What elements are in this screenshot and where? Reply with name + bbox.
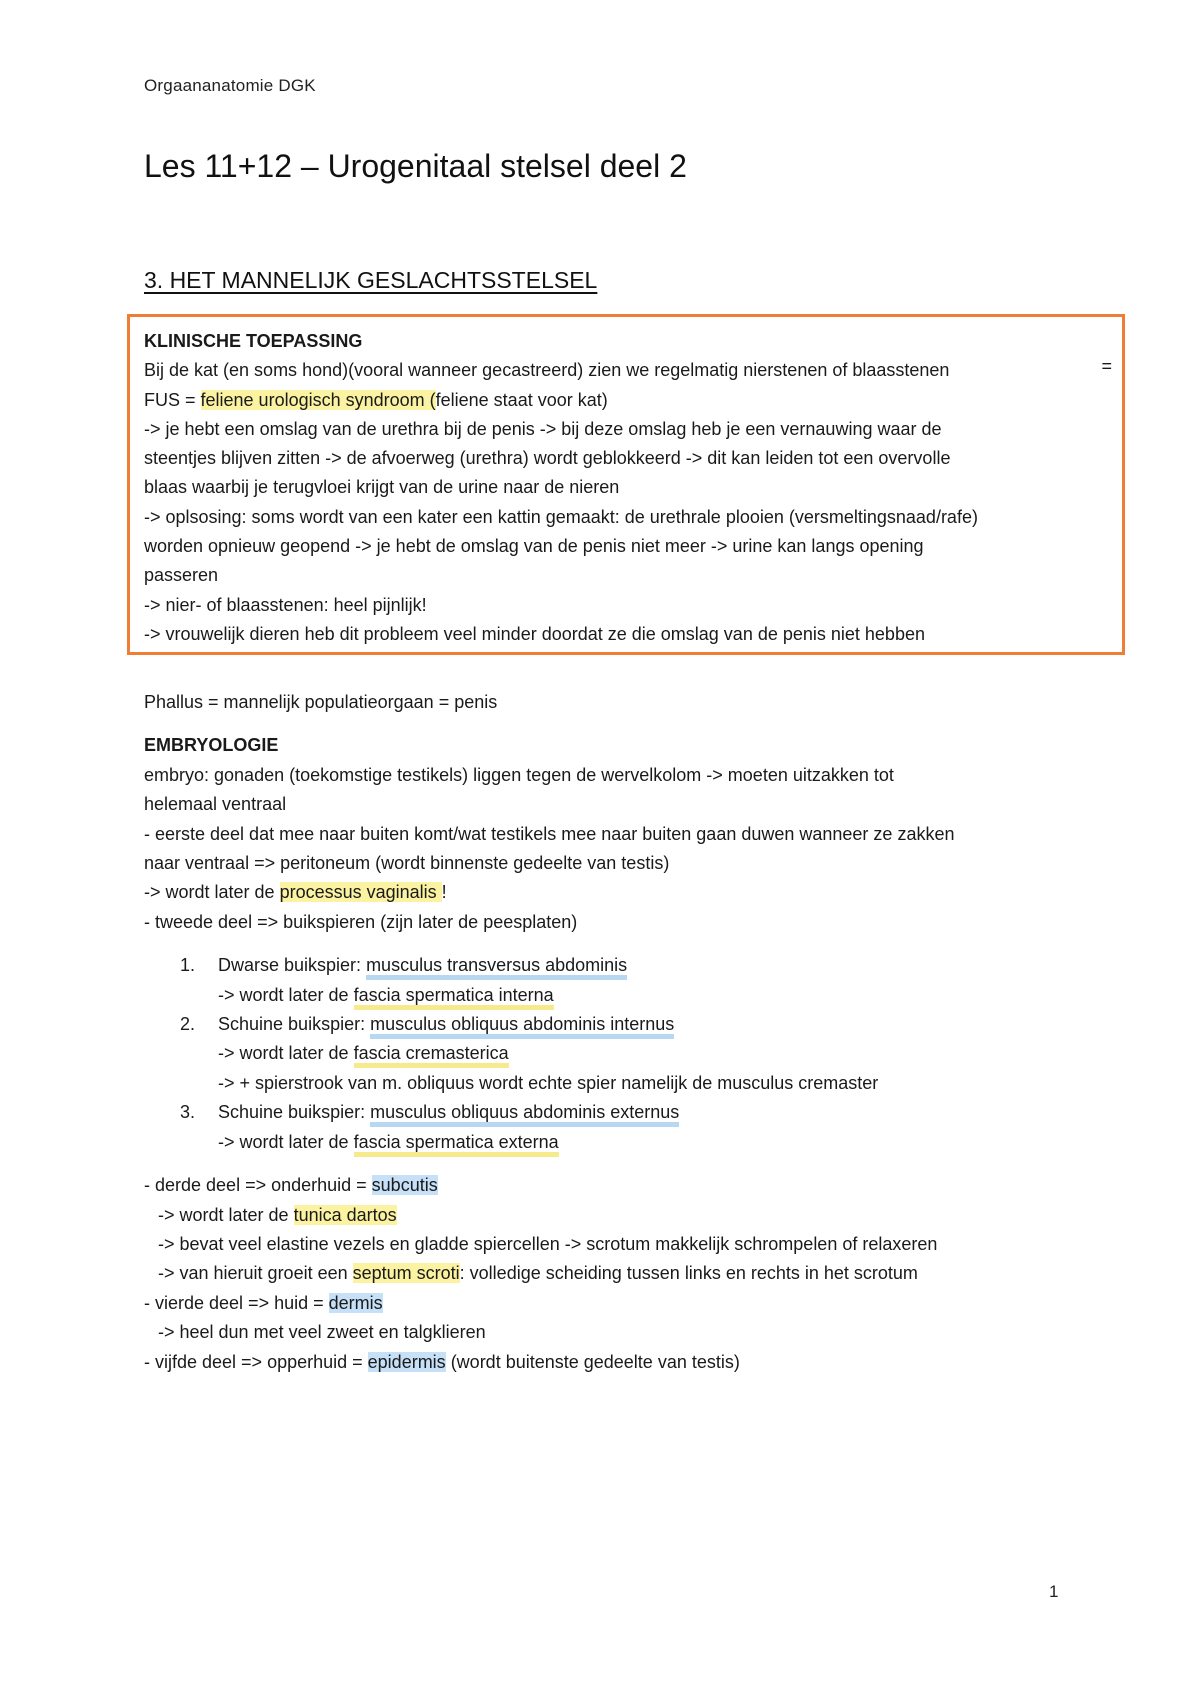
subcutis-highlight: subcutis bbox=[371, 1175, 438, 1196]
paragraph-line: -> bevat veel elastine vezels en gladde spiercellen -> scrotum makkelijk schrompelen of relaxeren bbox=[158, 1233, 938, 1254]
text-span: - vierde deel => huid = bbox=[144, 1292, 329, 1313]
text-span: - derde deel => onderhuid = bbox=[144, 1175, 372, 1196]
muscle-term: musculus obliquus abdominis internus bbox=[370, 1014, 674, 1039]
paragraph-line bbox=[144, 1259, 1124, 1288]
list-line bbox=[218, 951, 1124, 980]
clinical-line: -> je hebt een omslag van de urethra bij de penis -> bij deze omslag heb je een vernauwing waar de bbox=[144, 418, 942, 439]
paragraph-line bbox=[144, 1289, 1124, 1318]
fascia-term: fascia spermatica externa bbox=[354, 1132, 559, 1157]
list-item bbox=[144, 951, 1124, 1010]
list-line bbox=[218, 1010, 1124, 1039]
muscle-term: musculus transversus abdominis bbox=[366, 955, 627, 980]
fus-label: FUS = bbox=[144, 389, 201, 410]
clinical-line: -> nier- of blaasstenen: heel pijnlijk! bbox=[144, 594, 427, 615]
text-span: -> wordt later de bbox=[218, 984, 354, 1005]
fascia-term: fascia spermatica interna bbox=[354, 985, 554, 1010]
paragraph-line: naar ventraal => peritoneum (wordt binnenste gedeelte van testis) bbox=[144, 853, 670, 874]
clinical-application-box bbox=[127, 314, 1125, 655]
body-text bbox=[144, 688, 1124, 1377]
clinical-line: -> vrouwelijk dieren heb dit probleem veel minder doordat ze die omslag van de penis niet hebben bbox=[144, 623, 925, 644]
text-span: (wordt buitenste gedeelte van testis) bbox=[445, 1351, 740, 1372]
list-line bbox=[218, 1128, 1124, 1157]
page-number: 1 bbox=[1049, 1582, 1059, 1601]
list-line bbox=[218, 981, 1124, 1010]
text-span: - vijfde deel => opperhuid = bbox=[144, 1351, 368, 1372]
text-span: -> wordt later de bbox=[218, 1043, 354, 1064]
paragraph-line: embryo: gonaden (toekomstige testikels) liggen tegen de wervelkolom -> moeten uitzakken tot bbox=[144, 764, 894, 785]
list-number: 3. bbox=[180, 1102, 196, 1123]
clinical-line: steentjes blijven zitten -> de afvoerweg (urethra) wordt geblokkeerd -> dit kan leiden tot een overvolle bbox=[144, 448, 951, 469]
clinical-line: -> oplsosing: soms wordt van een kater een kattin gemaakt: de urethrale plooien (versmeltingsnaad/rafe) bbox=[144, 506, 978, 527]
text-span: -> wordt later de bbox=[158, 1204, 294, 1225]
clinical-line: worden opnieuw geopend -> je hebt de omslag van de penis niet meer -> urine kan langs opening bbox=[144, 536, 924, 557]
epidermis-highlight: epidermis bbox=[367, 1351, 446, 1372]
paragraph-line: -> heel dun met veel zweet en talgklieren bbox=[158, 1322, 486, 1343]
clinical-line: passeren bbox=[144, 565, 219, 586]
page-title: Les 11+12 – Urogenitaal stelsel deel 2 bbox=[144, 148, 687, 184]
embryology-heading: EMBRYOLOGIE bbox=[144, 735, 279, 756]
septum-scroti-highlight: septum scroti bbox=[352, 1263, 460, 1284]
text-span: Dwarse buikspier: bbox=[218, 955, 367, 976]
processus-vaginalis-highlight: processus vaginalis bbox=[279, 882, 442, 903]
paragraph-line bbox=[144, 878, 1124, 907]
clinical-heading: KLINISCHE TOEPASSING bbox=[144, 331, 363, 351]
fascia-term: fascia cremasterica bbox=[354, 1043, 509, 1068]
list-item bbox=[144, 1098, 1124, 1157]
clinical-equals: = bbox=[1101, 356, 1112, 376]
text-span: -> wordt later de bbox=[144, 882, 280, 903]
dermis-highlight: dermis bbox=[328, 1292, 383, 1313]
text-span: -> van hieruit groeit een bbox=[158, 1263, 353, 1284]
tunica-dartos-highlight: tunica dartos bbox=[293, 1204, 397, 1225]
muscle-list bbox=[144, 951, 1124, 1157]
paragraph-line: - tweede deel => buikspieren (zijn later de peesplaten) bbox=[144, 911, 578, 932]
paragraph-line: - eerste deel dat mee naar buiten komt/wat testikels mee naar buiten gaan duwen wanneer ze zakken bbox=[144, 823, 955, 844]
list-number: 1. bbox=[180, 955, 196, 976]
clinical-line bbox=[144, 386, 1108, 415]
text-span: : volledige scheiding tussen links en rechts in het scrotum bbox=[459, 1263, 918, 1284]
paragraph-line bbox=[144, 1171, 1124, 1200]
muscle-term: musculus obliquus abdominis externus bbox=[370, 1102, 679, 1127]
text-span: Schuine buikspier: bbox=[218, 1102, 371, 1123]
text-span: -> wordt later de bbox=[218, 1131, 354, 1152]
text-span: Schuine buikspier: bbox=[218, 1014, 371, 1035]
list-line: -> + spierstrook van m. obliquus wordt echte spier namelijk de musculus cremaster bbox=[218, 1072, 879, 1093]
phallus-line: Phallus = mannelijk populatieorgaan = penis bbox=[144, 692, 498, 712]
paragraph-line bbox=[144, 1348, 1124, 1377]
paragraph-line bbox=[144, 1201, 1124, 1230]
clinical-line: Bij de kat (en soms hond)(vooral wanneer gecastreerd) zien we regelmatig nierstenen of blaasstenen bbox=[144, 360, 950, 381]
section-heading: 3. HET MANNELIJK GESLACHTSSTELSEL bbox=[144, 267, 598, 293]
fus-highlight: feliene urologisch syndroom ( bbox=[200, 389, 436, 410]
list-item bbox=[144, 1010, 1124, 1098]
fus-note: feliene staat voor kat) bbox=[435, 389, 608, 410]
list-line bbox=[218, 1098, 1124, 1127]
text-span: ! bbox=[441, 882, 447, 903]
clinical-line: blaas waarbij je terugvloei krijgt van de urine naar de nieren bbox=[144, 477, 620, 498]
paragraph-line: helemaal ventraal bbox=[144, 794, 287, 815]
list-line bbox=[218, 1039, 1124, 1068]
page-header: Orgaananatomie DGK bbox=[144, 76, 316, 95]
list-number: 2. bbox=[180, 1014, 196, 1035]
